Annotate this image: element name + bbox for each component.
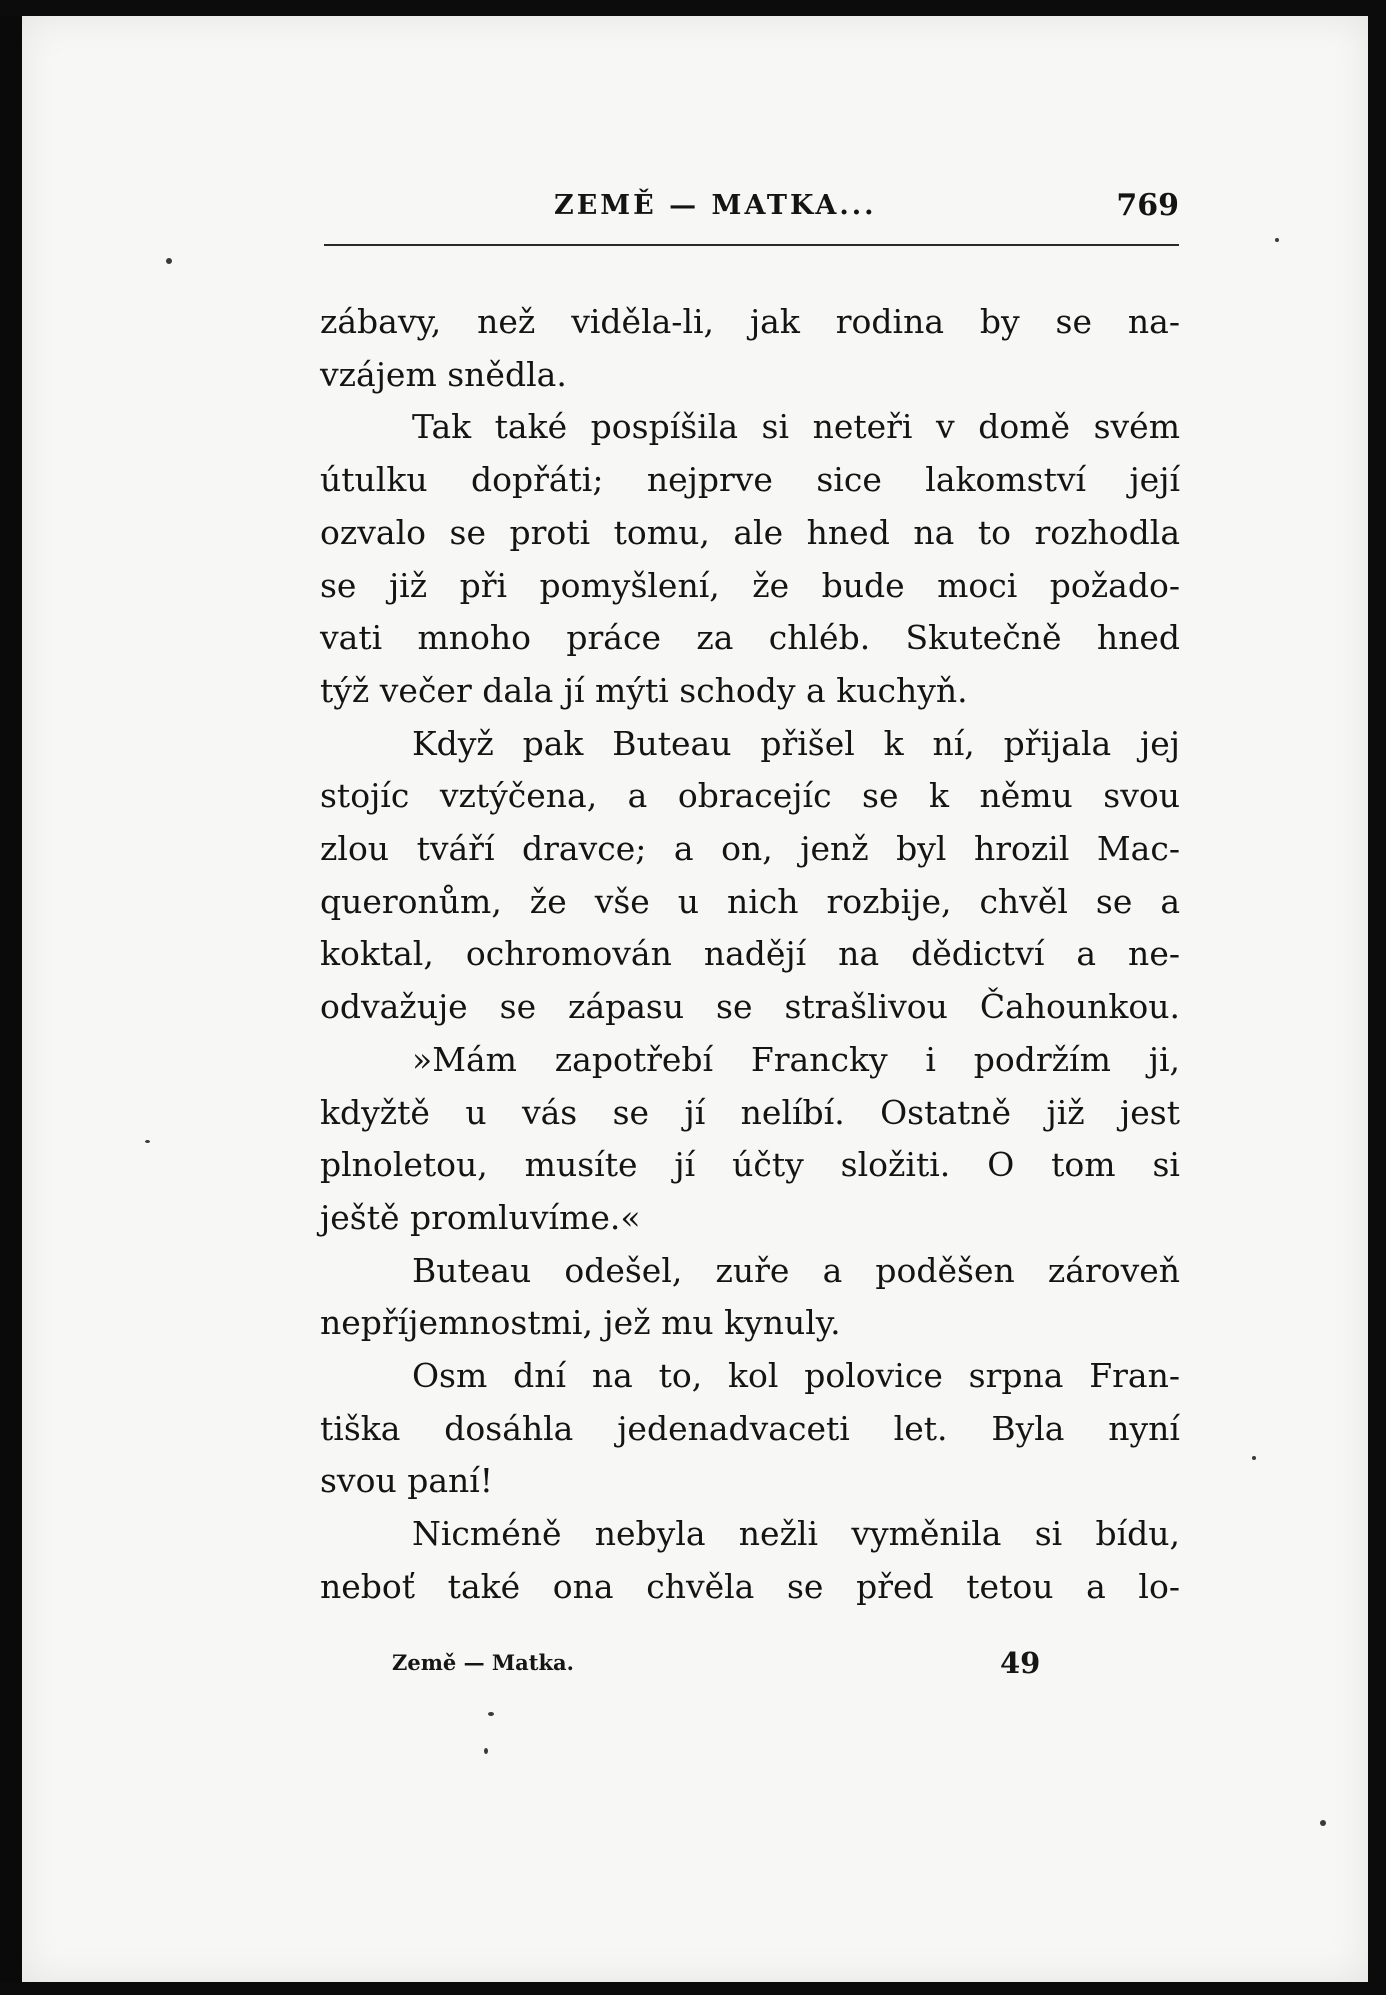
text-line: Osm dní na to, kol polovice srpna Fran-	[412, 1356, 1180, 1396]
text-line: stojíc vztýčena, a obracejíc se k němu svou	[320, 776, 1180, 816]
sheet-number: 49	[1000, 1646, 1041, 1680]
page-number: 769	[1116, 188, 1179, 223]
bottom-scan-edge	[0, 1982, 1386, 1995]
text-line: zlou tváří dravce; a on, jenž byl hrozil Mac-	[320, 829, 1180, 869]
text-line: neboť také ona chvěla se před tetou a lo-	[320, 1566, 1180, 1606]
header-rule	[324, 244, 1179, 246]
dust-speck	[488, 1712, 494, 1716]
dust-speck	[1320, 1820, 1326, 1826]
text-line: kdyžtě u vás se jí nelíbí. Ostatně již jest	[320, 1092, 1180, 1132]
text-line: vzájem snědla.	[320, 354, 567, 394]
text-line: queronům, že vše u nich rozbije, chvěl se a	[320, 881, 1180, 921]
text-line: Buteau odešel, zuře a poděšen zároveň	[412, 1250, 1180, 1290]
text-line: se již při pomyšlení, že bude moci požado-	[320, 565, 1180, 605]
running-head	[324, 190, 1179, 234]
running-title: ZEMĚ — MATKA...	[554, 190, 877, 221]
right-scan-edge	[1368, 0, 1386, 1995]
text-line: »Mám zapotřebí Francky i podržím ji,	[412, 1039, 1180, 1079]
text-line: vati mnoho práce za chléb. Skutečně hned	[320, 618, 1180, 658]
dust-speck	[145, 1140, 150, 1143]
dust-speck	[166, 258, 172, 264]
text-line: Nicméně nebyla nežli vyměnila si bídu,	[412, 1514, 1180, 1554]
text-line: zábavy, než viděla-li, jak rodina by se na-	[320, 302, 1180, 341]
text-line: Tak také pospíšila si neteři v domě svém	[412, 407, 1180, 447]
text-line: ozvalo se proti tomu, ale hned na to rozhodla	[320, 512, 1180, 552]
dust-speck	[1252, 1456, 1256, 1460]
signature-mark: Země — Matka.	[392, 1650, 574, 1675]
text-line: koktal, ochromován nadějí na dědictví a ne-	[320, 934, 1180, 974]
left-binding-edge	[0, 0, 22, 1995]
dust-speck	[484, 1748, 488, 1754]
text-line: útulku dopřáti; nejprve sice lakomství její	[320, 460, 1180, 500]
top-scan-edge	[0, 0, 1386, 16]
dust-speck	[1275, 238, 1279, 242]
text-line: týž večer dala jí mýti schody a kuchyň.	[320, 670, 968, 710]
text-line: plnoletou, musíte jí účty složiti. O tom si	[320, 1145, 1180, 1185]
text-line: odvažuje se zápasu se strašlivou Čahounkou.	[320, 987, 1180, 1027]
text-line: svou paní!	[320, 1461, 494, 1501]
text-line: ještě promluvíme.«	[320, 1197, 641, 1237]
text-line: nepříjemnostmi, jež mu kynuly.	[320, 1303, 841, 1343]
body-text	[320, 296, 1180, 1614]
text-line: tiška dosáhla jedenadvaceti let. Byla nyní	[320, 1408, 1180, 1448]
text-line: Když pak Buteau přišel k ní, přijala jej	[412, 723, 1180, 763]
